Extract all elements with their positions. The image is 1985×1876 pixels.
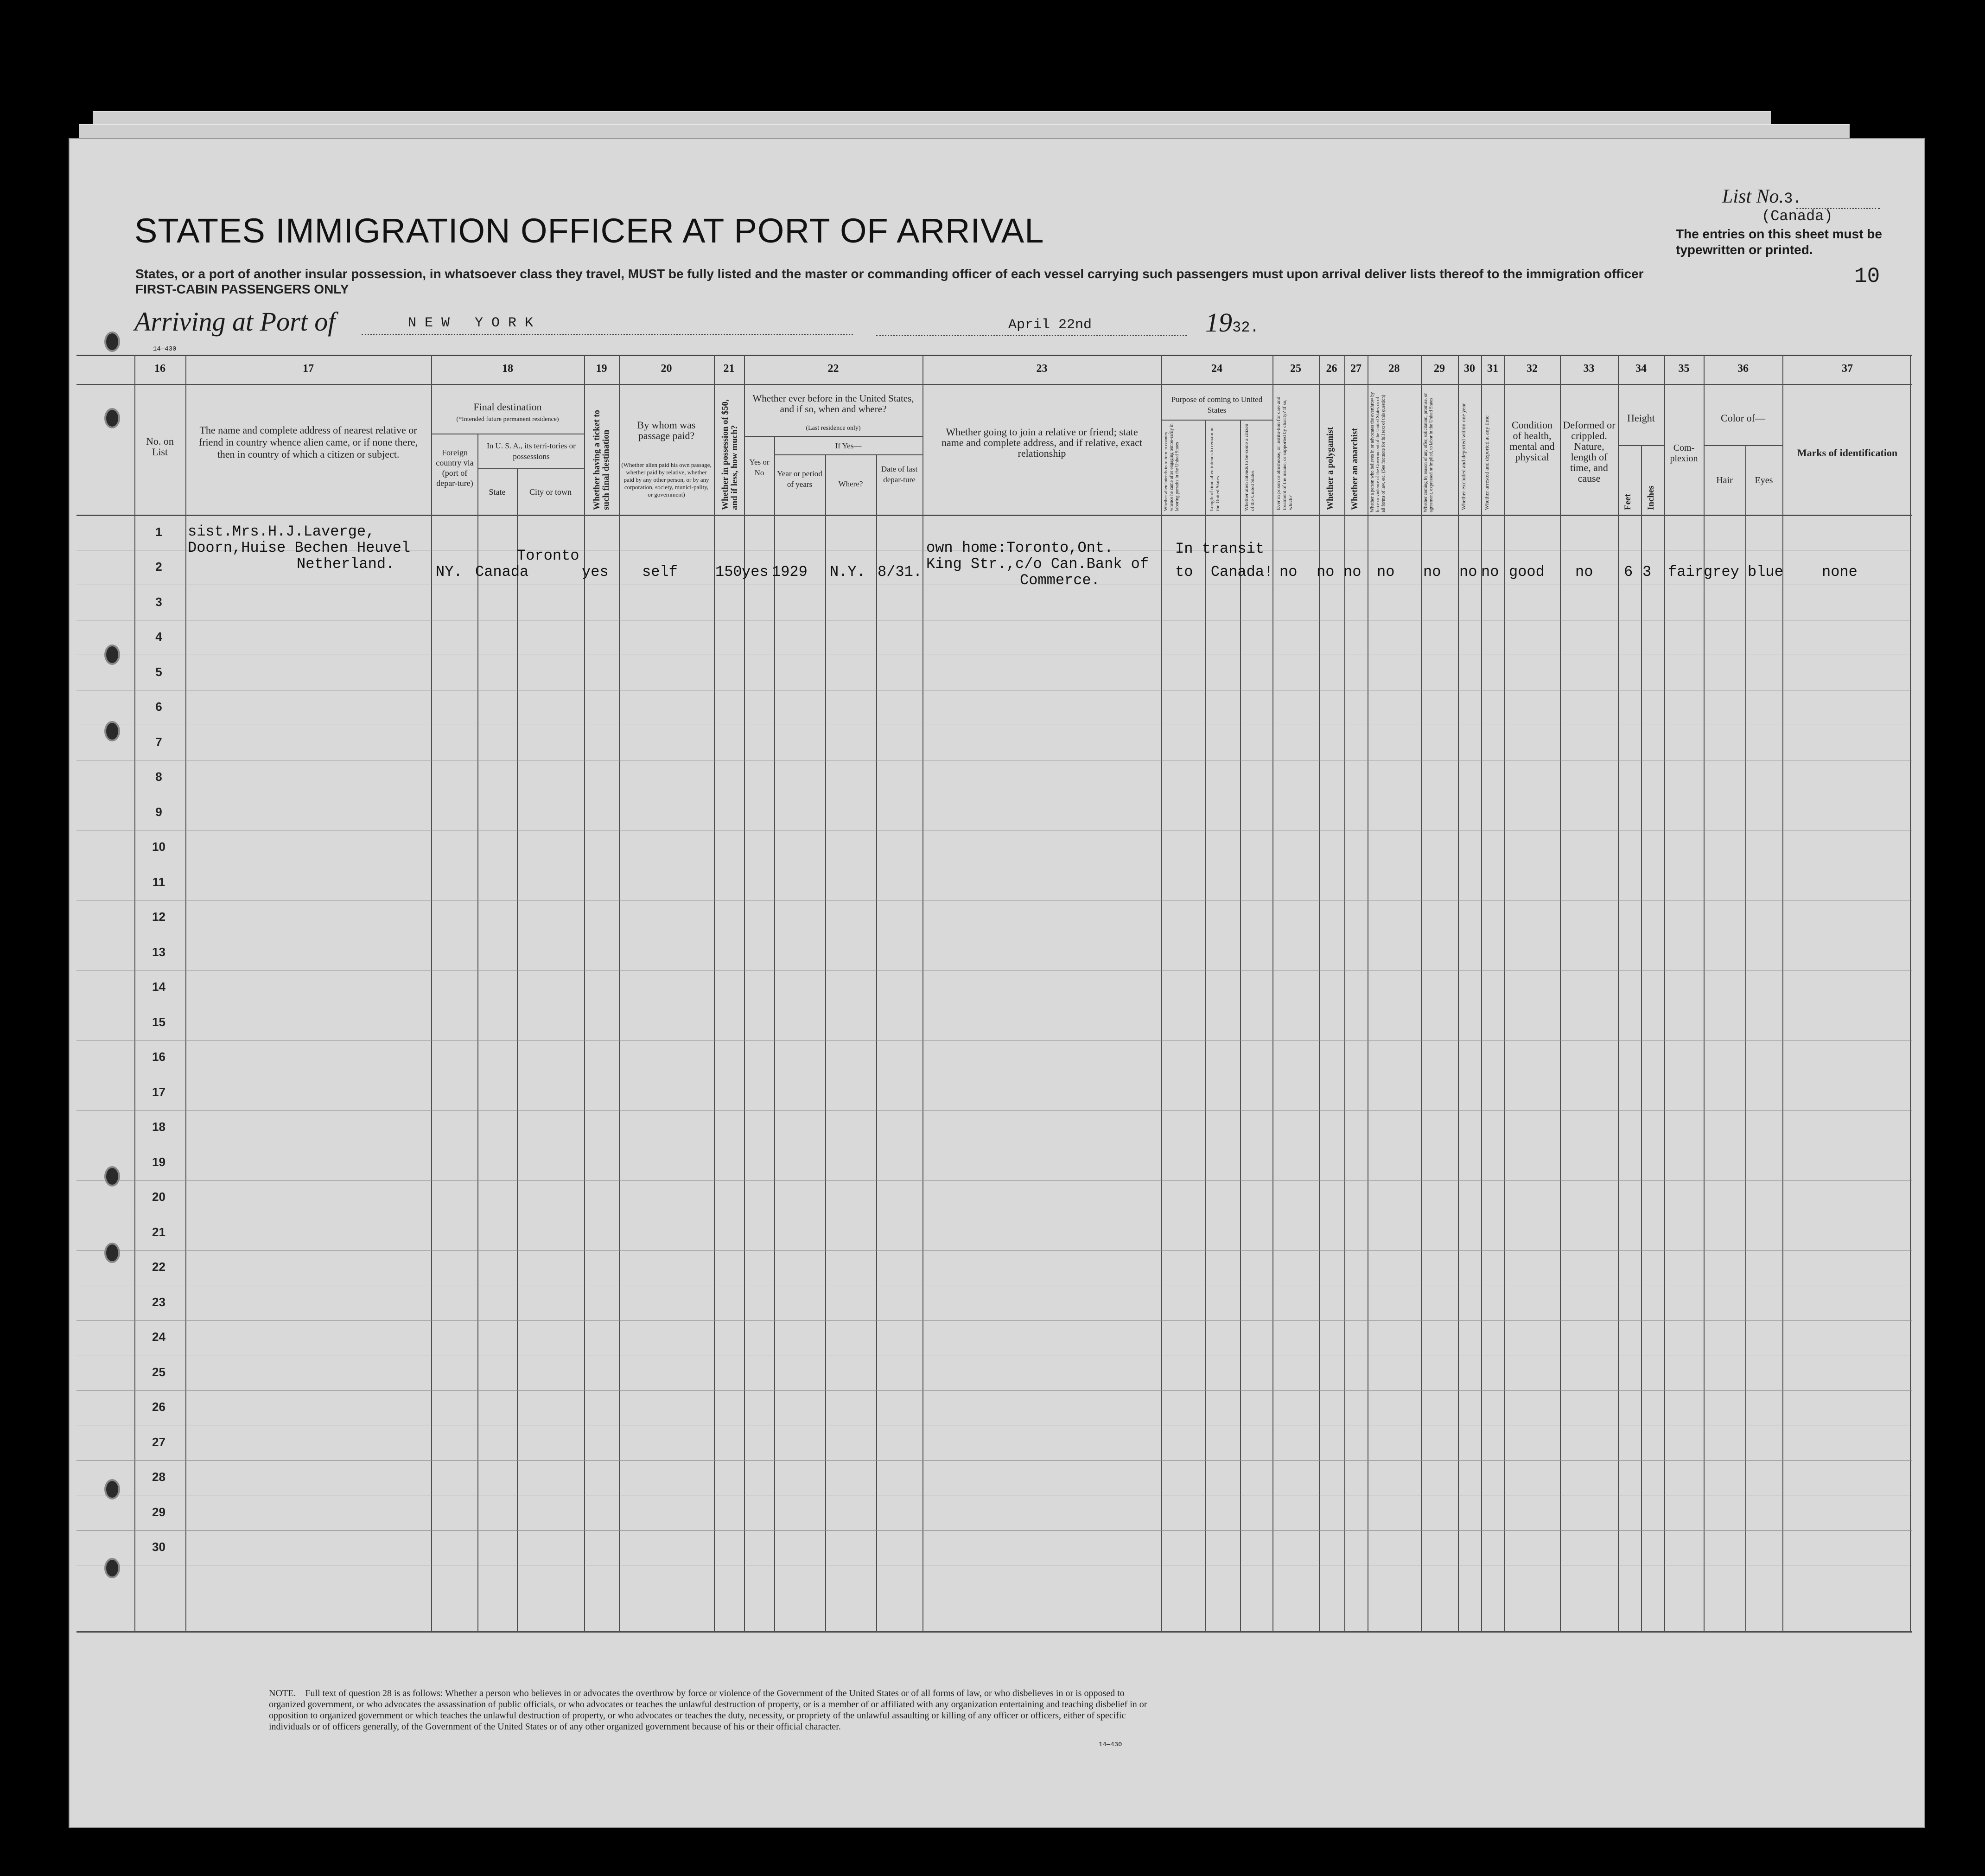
entry-joining-1: own home:Toronto,Ont. bbox=[926, 539, 1113, 556]
row-number: 19 bbox=[152, 1155, 165, 1169]
date-line bbox=[876, 335, 1187, 336]
entry-deformed: no bbox=[1575, 563, 1593, 581]
col-24: 24 bbox=[1211, 363, 1222, 375]
instructions-text: States, or a port of another insular possession, in whatsoever class they travel, MUST be fully listed and the master or commanding officer of each vessel carrying such passengers must upon arrival deliver lists thereof to the immigration officer bbox=[135, 267, 1644, 281]
v-1260 bbox=[584, 355, 585, 1632]
head-polygamist: Whether a polygamist bbox=[1325, 427, 1335, 510]
head-where: Where? bbox=[838, 479, 863, 488]
col-25: 25 bbox=[1290, 363, 1301, 375]
v-3145 bbox=[1458, 355, 1459, 1632]
head-foreign-country: Foreign country via (port of depar-ture)— bbox=[436, 448, 474, 498]
h-if-yes bbox=[774, 454, 923, 455]
list-country: (Canada) bbox=[1762, 208, 1833, 225]
col-17: 17 bbox=[303, 363, 314, 375]
head-anarchist: Whether an anarchist bbox=[1350, 428, 1360, 510]
row-number: 4 bbox=[155, 630, 162, 644]
entry-anarchist: no bbox=[1343, 563, 1362, 581]
head-year-period: Year or period of years bbox=[777, 469, 822, 489]
entry-q31: no bbox=[1481, 563, 1499, 581]
head-q29: Whether coming by reason of any offer, solicitation, promise, or agreement, expressed or implied, to labor in the United States bbox=[1423, 393, 1434, 512]
question-28-footnote: NOTE.—Full text of question 28 is as follows: Whether a person who believes in or advocates the overthrow by force or violence of the Government of the United States or of all forms of law, or who disbelieves in or is opposed to organized government, or who advocates the assassination of public officials, or who advocates or teaches the unlawful destruction of property, or is a member of or affiliated with any organization entertaining and teaching disbelief in or opposition to organized government or which teaches the unlawful destruction of property, or who advocates or teaches the duty, necessity, or propriety of the unlawful assaulting or killing of any officer or officers, either of specific individuals or of officers generally, of the Government of the United States or of any other organized government because of his or their official character. bbox=[269, 1688, 1147, 1732]
v-1670 bbox=[774, 436, 775, 1632]
entry-possession: 150 bbox=[715, 563, 742, 581]
row-number: 16 bbox=[152, 1050, 165, 1064]
row-number: 6 bbox=[155, 700, 162, 714]
col-28: 28 bbox=[1388, 363, 1400, 375]
row-rule bbox=[76, 1320, 1912, 1321]
head-joining: Whether going to join a relative or friend; state name and complete address, and if relative, exact relationship bbox=[941, 426, 1143, 459]
entry-polygamist: no bbox=[1317, 563, 1335, 581]
head-if-yes: If Yes— bbox=[835, 441, 862, 450]
head-color-of: Color of— bbox=[1721, 412, 1765, 424]
arriving-label: Arriving at Port of bbox=[134, 306, 336, 337]
head-prison: Ever in prison or almshouse, or institu-tion for care and treatment of the insane, or supported by charity? If so, which? bbox=[1276, 396, 1293, 510]
binding-hole bbox=[104, 1558, 120, 1578]
entry-purpose-1: In transit bbox=[1175, 540, 1265, 557]
binding-hole bbox=[104, 408, 120, 428]
v-3765 bbox=[1745, 445, 1746, 1632]
col-33: 33 bbox=[1583, 363, 1595, 375]
row-number: 13 bbox=[152, 944, 165, 959]
v-3675 bbox=[1704, 355, 1705, 1632]
head-relative: The name and complete address of nearest relative or friend in country whence alien came, or if none there, then in country of which a citizen or subject. bbox=[198, 424, 418, 460]
entry-ever-before: yes bbox=[742, 563, 769, 581]
head-final-destination: Final destination bbox=[473, 401, 542, 413]
year-prefix: 19 bbox=[1205, 307, 1232, 338]
entry-joining-3: Commerce. bbox=[1020, 572, 1100, 589]
col-31: 31 bbox=[1487, 363, 1498, 375]
list-label: List No. bbox=[1722, 186, 1784, 207]
list-number bbox=[1722, 185, 1801, 208]
col-26: 26 bbox=[1326, 363, 1337, 375]
row-number: 26 bbox=[152, 1400, 165, 1414]
head-purpose-b: Length of time alien intends to remain in the United States bbox=[1209, 428, 1221, 511]
entry-q28: no bbox=[1377, 563, 1395, 581]
arrival-date: April 22nd bbox=[1008, 317, 1092, 333]
head-q30: Whether excluded and deported within one year bbox=[1460, 403, 1467, 510]
v-3845 bbox=[1782, 355, 1783, 1632]
entry-q29: no bbox=[1423, 563, 1441, 581]
entry-eyes: blue bbox=[1748, 563, 1783, 581]
head-hair: Hair bbox=[1716, 475, 1733, 485]
entry-where: N.Y. bbox=[830, 563, 865, 581]
entry-hair: grey bbox=[1704, 563, 1739, 581]
page-title: STATES IMMIGRATION OFFICER AT PORT OF ARRIVAL bbox=[134, 211, 1044, 250]
binding-hole bbox=[104, 721, 120, 741]
h-purpose bbox=[1161, 420, 1272, 421]
v-1780 bbox=[825, 454, 826, 1632]
v-1540 bbox=[714, 355, 715, 1632]
row-number: 12 bbox=[152, 910, 165, 924]
head-eyes: Eyes bbox=[1755, 475, 1773, 485]
list-number-value: 3. bbox=[1784, 190, 1802, 207]
entry-year: 1929 bbox=[772, 563, 808, 581]
entry-joining-2: King Str.,c/o Can.Bank of bbox=[926, 555, 1149, 573]
head-feet: Feet bbox=[1623, 494, 1633, 510]
head-marks: Marks of identification bbox=[1797, 447, 1898, 459]
entry-purpose-2: to Canada! bbox=[1175, 563, 1273, 581]
head-city: City or town bbox=[529, 487, 572, 497]
v-1605 bbox=[744, 355, 745, 1632]
v-2845 bbox=[1319, 355, 1320, 1632]
head-q28: Whether a person who believes in or advocates the overthrow by force or violence of the Government of the United States or of all forms of law, etc. (See footnote for full text of this question) bbox=[1370, 392, 1386, 512]
row-number: 3 bbox=[155, 594, 162, 609]
entry-complexion: fair bbox=[1668, 563, 1704, 581]
v-2745 bbox=[1272, 355, 1273, 1632]
header-bottom-rule bbox=[76, 515, 1912, 516]
col-20: 20 bbox=[661, 363, 672, 375]
col-21: 21 bbox=[723, 363, 735, 375]
col-37: 37 bbox=[1842, 363, 1853, 375]
head-no-on-list: No. on List bbox=[146, 435, 174, 458]
v-1335 bbox=[619, 355, 620, 1632]
entry-ticket: yes bbox=[582, 563, 609, 581]
row-number: 25 bbox=[152, 1365, 165, 1379]
head-condition: Condition of health, mental and physical bbox=[1509, 419, 1555, 463]
head-possession: Whether in possession of $50, and if less, how much? bbox=[720, 399, 739, 510]
row-number: 24 bbox=[152, 1330, 165, 1344]
row-number: 1 bbox=[155, 524, 162, 539]
row-number: 27 bbox=[152, 1435, 165, 1449]
head-purpose: Purpose of coming to United States bbox=[1171, 395, 1263, 415]
row-number: 21 bbox=[152, 1225, 165, 1239]
entry-q30: no bbox=[1459, 563, 1477, 581]
entry-state: Canada bbox=[475, 563, 529, 581]
entry-relative-1: sist.Mrs.H.J.Laverge, bbox=[188, 523, 375, 540]
col-22: 22 bbox=[827, 363, 839, 375]
row-number: 14 bbox=[152, 980, 165, 994]
row-number: 2 bbox=[155, 560, 162, 574]
row-number: 15 bbox=[152, 1015, 165, 1029]
col-29: 29 bbox=[1434, 363, 1445, 375]
entry-relative-3: Netherland. bbox=[297, 555, 395, 573]
entry-city: Toronto bbox=[517, 547, 579, 564]
col-34: 34 bbox=[1635, 363, 1647, 375]
row-rule bbox=[76, 1530, 1912, 1531]
head-purpose-c: Whether alien intends to be-come a citizen of the United States bbox=[1244, 423, 1255, 511]
port-line bbox=[362, 334, 853, 335]
table-bottom-rule bbox=[76, 1631, 1912, 1633]
col-36: 36 bbox=[1737, 363, 1749, 375]
v-3490 bbox=[1618, 355, 1619, 1632]
h-height bbox=[1618, 445, 1664, 446]
v-400 bbox=[185, 355, 186, 1632]
binding-hole bbox=[104, 644, 120, 665]
v-2900 bbox=[1344, 355, 1345, 1632]
head-by-whom-note: (Whether alien paid his own passage, whether paid by relative, whether paid by any other person, or by any corporation, society, munici-pality, or government) bbox=[621, 461, 712, 498]
v-3195 bbox=[1481, 355, 1482, 1632]
col-19: 19 bbox=[596, 363, 607, 375]
row-number: 30 bbox=[152, 1540, 165, 1554]
row-rule bbox=[76, 1390, 1912, 1391]
form-number: 14—430 bbox=[153, 345, 177, 353]
head-deformed: Deformed or crippled. Nature, length of time, and cause bbox=[1563, 419, 1616, 484]
row-number: 23 bbox=[152, 1295, 165, 1309]
v-1115 bbox=[517, 468, 518, 1632]
row-number: 7 bbox=[155, 734, 162, 749]
v-930 bbox=[431, 355, 432, 1632]
row-number: 11 bbox=[152, 874, 165, 889]
v-2600 bbox=[1205, 420, 1206, 1632]
head-q31: Whether arrested and deported at any time bbox=[1483, 415, 1490, 510]
col-23: 23 bbox=[1036, 363, 1048, 375]
v-2505 bbox=[1161, 355, 1162, 1632]
passenger-class: FIRST-CABIN PASSENGERS ONLY bbox=[135, 282, 349, 296]
h-ever-before bbox=[744, 436, 923, 437]
head-state: State bbox=[489, 487, 506, 497]
col-27: 27 bbox=[1350, 363, 1362, 375]
col-30: 30 bbox=[1464, 363, 1475, 375]
entry-prison: no bbox=[1279, 563, 1298, 581]
head-inches: Inches bbox=[1646, 485, 1656, 510]
row-number: 29 bbox=[152, 1505, 165, 1519]
port-name: N E W Y O R K bbox=[408, 315, 534, 331]
row-number: 5 bbox=[155, 664, 162, 679]
row-number: 22 bbox=[152, 1260, 165, 1274]
year-suffix: 32. bbox=[1232, 319, 1259, 336]
head-ever-before: Whether ever before in the United States, and if so, when and where? bbox=[752, 393, 914, 415]
head-ticket: Whether having a ticket to such final destination bbox=[592, 409, 611, 510]
entry-foreign-country: NY. bbox=[436, 563, 463, 581]
v-3245 bbox=[1504, 355, 1505, 1632]
head-date-departure: Date of last depar-ture bbox=[881, 465, 918, 484]
row-number: 28 bbox=[152, 1470, 165, 1484]
row-rule bbox=[76, 1460, 1912, 1461]
entry-condition: good bbox=[1509, 563, 1545, 581]
row-number: 10 bbox=[152, 840, 165, 854]
binding-hole bbox=[104, 1479, 120, 1500]
column-number-rule bbox=[76, 384, 1912, 385]
v-3540 bbox=[1641, 445, 1642, 1632]
col-16: 16 bbox=[154, 363, 165, 375]
head-height: Height bbox=[1627, 412, 1655, 424]
binding-hole bbox=[104, 1243, 120, 1263]
typewritten-note: The entries on this sheet must be typewritten or printed. bbox=[1676, 227, 1882, 257]
row-number: 17 bbox=[152, 1085, 165, 1099]
h-usa bbox=[477, 468, 584, 469]
entry-by-whom: self bbox=[642, 563, 678, 581]
col-32: 32 bbox=[1527, 363, 1538, 375]
head-final-destination-note: (*Intended future permanent residence) bbox=[456, 416, 559, 423]
v-2675 bbox=[1240, 420, 1241, 1632]
entry-marks: none bbox=[1822, 563, 1858, 581]
v-1030 bbox=[477, 434, 478, 1632]
entry-relative-2: Doorn,Huise Bechen Heuvel bbox=[188, 539, 411, 556]
page-number: 10 bbox=[1854, 264, 1880, 288]
v-4125 bbox=[1910, 355, 1911, 1632]
row-number: 8 bbox=[155, 770, 162, 784]
head-yes-or-no: Yes or No bbox=[749, 458, 770, 477]
entry-feet: 6 bbox=[1624, 563, 1633, 581]
v-3365 bbox=[1560, 355, 1561, 1632]
head-ever-before-note: (Last residence only) bbox=[806, 425, 861, 432]
head-by-whom: By whom was passage paid? bbox=[637, 419, 696, 441]
binding-hole bbox=[104, 1166, 120, 1187]
head-usa: In U. S. A., its terri-tories or possessions bbox=[487, 441, 576, 461]
v-1890 bbox=[876, 454, 877, 1632]
arrival-year bbox=[1205, 307, 1259, 338]
head-purpose-a: Whether alien intends to re-turn to country whence he came after engaging tempo-rarily in laboring pursuits in the United States bbox=[1164, 423, 1180, 511]
row-number: 20 bbox=[152, 1190, 165, 1204]
footnote-form-number: 14—430 bbox=[1099, 1741, 1122, 1748]
binding-hole bbox=[104, 332, 120, 352]
head-complexion: Com-plexion bbox=[1670, 443, 1698, 464]
col-35: 35 bbox=[1678, 363, 1690, 375]
v-3065 bbox=[1421, 355, 1422, 1632]
entry-departure: 8/31. bbox=[878, 563, 923, 581]
row-number: 9 bbox=[155, 804, 162, 819]
col-18: 18 bbox=[502, 363, 513, 375]
h-color bbox=[1704, 445, 1782, 446]
row-rule bbox=[76, 1250, 1912, 1251]
entry-inches: 3 bbox=[1642, 563, 1652, 581]
v-3590 bbox=[1664, 355, 1665, 1632]
row-number: 18 bbox=[152, 1120, 165, 1134]
